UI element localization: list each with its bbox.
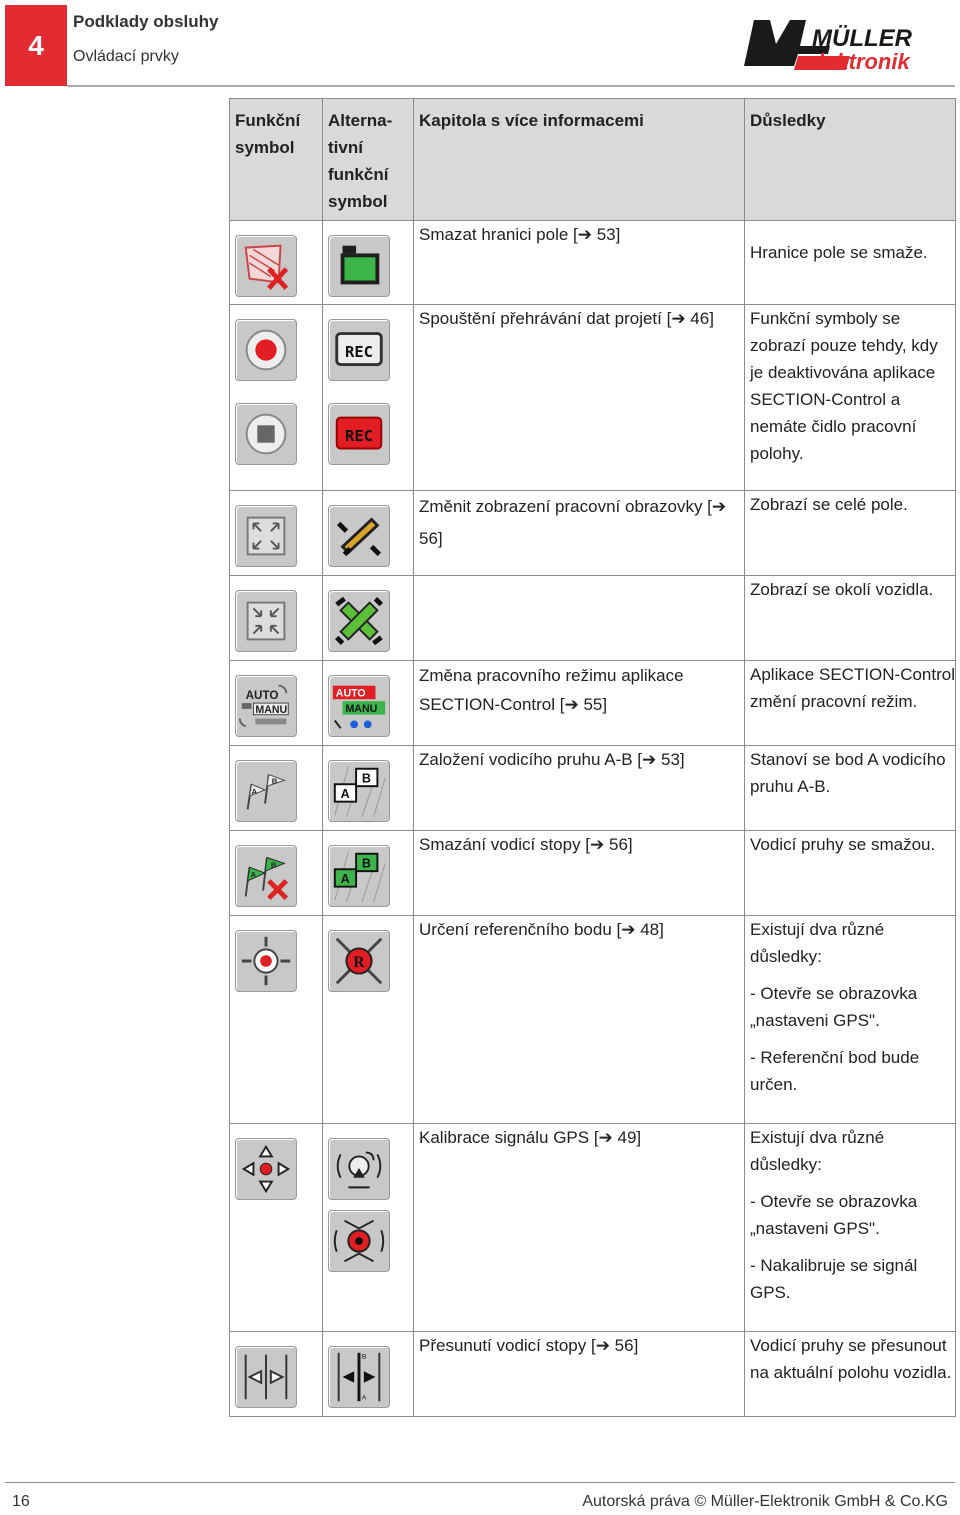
header-alternative-symbol: Alterna-tivní funkční symbol (323, 99, 414, 221)
table-row (230, 1332, 956, 1417)
svg-text:B: B (271, 776, 278, 786)
gps-calibrate-icon[interactable] (235, 1138, 297, 1200)
header-consequences: Důsledky (745, 99, 956, 221)
stop-icon[interactable] (235, 403, 297, 465)
row-chapter: Smazání vodicí stopy [➔ 56] (414, 831, 745, 916)
record-icon[interactable] (235, 319, 297, 381)
table-header-row (230, 99, 956, 221)
table-row (230, 576, 956, 661)
header-chapter: Kapitola s více informacemi (414, 99, 745, 221)
row-chapter: Přesunutí vodicí stopy [➔ 56] (414, 1332, 745, 1417)
reference-point-r-icon[interactable] (328, 930, 390, 992)
copyright: Autorská práva © Müller-Elektronik GmbH & Co.KG (582, 1493, 948, 1510)
row-result: Stanoví se bod A vodicího pruhu A-B. (745, 746, 956, 831)
svg-text:REC: REC (345, 342, 373, 361)
row-result: Zobrazí se celé pole. (745, 491, 956, 576)
svg-text:MANU: MANU (345, 702, 378, 715)
svg-text:B: B (361, 771, 371, 786)
table-row (230, 221, 956, 305)
ab-green-flags-icon[interactable] (328, 845, 390, 907)
row-chapter: Kalibrace signálu GPS [➔ 49] (414, 1124, 745, 1332)
header-divider (67, 85, 955, 87)
satellite-icon[interactable] (328, 1138, 390, 1200)
ab-delete-icon[interactable] (235, 845, 297, 907)
svg-text:A: A (340, 871, 350, 886)
row-result-item: - Otevře se obrazovka „nastaveni GPS". (750, 984, 918, 1030)
svg-text:B: B (361, 856, 371, 871)
svg-text:AUTO: AUTO (245, 689, 279, 703)
svg-text:A: A (340, 786, 350, 801)
controls-table (229, 98, 956, 1417)
row-chapter-empty (414, 576, 745, 661)
row-result: Hranice pole se smaže. (745, 221, 956, 305)
table-row (230, 305, 956, 491)
svg-text:A: A (361, 1394, 367, 1402)
row-result-intro: Existují dva různé důsledky: (750, 920, 885, 966)
delete-boundary-icon[interactable] (235, 235, 297, 297)
auto-manu-color-icon[interactable] (328, 675, 390, 737)
svg-text:R: R (353, 953, 365, 971)
chapter-subtitle: Ovládací prvky (73, 48, 179, 65)
field-view-icon[interactable] (328, 505, 390, 567)
ab-flags-icon[interactable] (235, 760, 297, 822)
row-chapter: Založení vodicího pruhu A-B [➔ 53] (414, 746, 745, 831)
chapter-title: Podklady obsluhy (73, 12, 219, 31)
row-chapter: Změnit zobrazení pracovní obrazovky [➔ 56] (414, 491, 745, 576)
svg-text:REC: REC (345, 426, 373, 445)
mueller-elektronik-logo (740, 16, 945, 74)
table-row (230, 916, 956, 1124)
vehicle-view-icon[interactable] (328, 590, 390, 652)
shift-track-icon[interactable] (235, 1346, 297, 1408)
expand-icon[interactable] (235, 505, 297, 567)
gps-calibrate-red-icon[interactable] (328, 1210, 390, 1272)
shift-track-ab-icon[interactable] (328, 1346, 390, 1408)
table-row (230, 1124, 956, 1332)
rec-icon[interactable] (328, 319, 390, 381)
row-chapter: Spouštění přehrávání dat projetí [➔ 46] (414, 305, 745, 491)
rec-red-icon[interactable] (328, 403, 390, 465)
row-chapter: Smazat hranici pole [➔ 53] (414, 221, 745, 305)
row-result-item: - Nakalibruje se signál GPS. (750, 1256, 918, 1302)
table-row (230, 661, 956, 746)
row-result-item: - Referenční bod bude určen. (750, 1048, 920, 1094)
row-result-intro: Existují dva různé důsledky: (750, 1128, 885, 1174)
page-number: 16 (12, 1493, 30, 1510)
table-row (230, 746, 956, 831)
table-row (230, 491, 956, 576)
collapse-icon[interactable] (235, 590, 297, 652)
row-result: Zobrazí se okolí vozidla. (745, 576, 956, 661)
battery-green-icon[interactable] (328, 235, 390, 297)
row-result: Vodicí pruhy se přesunout na aktuální polohu vozidla. (745, 1332, 956, 1417)
auto-manu-icon[interactable] (235, 675, 297, 737)
svg-text:A: A (250, 869, 257, 879)
row-result-item: - Otevře se obrazovka „nastaveni GPS". (750, 1192, 918, 1238)
table-row (230, 831, 956, 916)
logo-text-bottom: lektronik (818, 49, 910, 74)
row-result: Vodicí pruhy se smažou. (745, 831, 956, 916)
row-result: Aplikace SECTION-Control změní pracovní režim. (745, 661, 956, 746)
row-result: Funkční symboly se zobrazí pouze tehdy, kdy je deaktivována aplikace SECTION-Control a nemáte čidlo pracovní polohy. (745, 305, 956, 491)
row-chapter: Určení referenčního bodu [➔ 48] (414, 916, 745, 1124)
row-chapter: Změna pracovního režimu aplikace SECTION-Control [➔ 55] (414, 661, 745, 746)
footer-divider (5, 1482, 955, 1483)
svg-text:A: A (251, 786, 258, 796)
logo-text-top: MÜLLER (812, 25, 912, 52)
reference-point-icon[interactable] (235, 930, 297, 992)
svg-text:B: B (361, 1353, 367, 1361)
ab-flags-field-icon[interactable] (328, 760, 390, 822)
chapter-number: 4 (5, 5, 67, 86)
header-function-symbol: Funkční symbol (230, 99, 323, 221)
svg-text:B: B (270, 860, 277, 870)
svg-text:AUTO: AUTO (335, 687, 366, 700)
svg-text:MANU: MANU (255, 703, 288, 716)
